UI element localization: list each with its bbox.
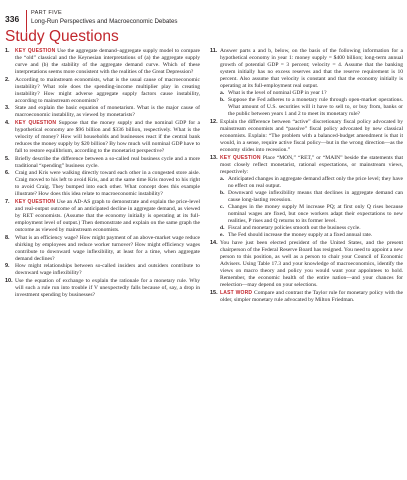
part-title: Long-Run Perspectives and Macroeconomic Debates bbox=[31, 18, 178, 25]
study-question bbox=[5, 278, 200, 299]
study-question-12 bbox=[210, 119, 403, 154]
question-number: 4. bbox=[5, 119, 10, 126]
question-text: Briefly describe the difference between a so-called real business cycle and a more traditional “spending” business cycle. bbox=[15, 155, 200, 169]
study-question-11 bbox=[210, 48, 403, 118]
study-question bbox=[5, 263, 200, 277]
question-number: 13. bbox=[210, 154, 218, 161]
question-text: Use the equation of exchange to explain the rationale for a monetary rule. Why will such a rule run into trouble if V unexpectedly falls because of, say, a drop in investment spending by businesses? bbox=[15, 278, 200, 299]
study-question-13 bbox=[210, 155, 403, 240]
question-text: According to mainstream economists, what is the usual cause of macroeconomic instability? What role does the spending-income multiplier play in creating instability? How might adverse aggregate supply factors cause instability, according to mainstream economists? bbox=[15, 76, 200, 104]
left-column bbox=[5, 48, 200, 300]
question-number: 9. bbox=[5, 263, 10, 270]
part-text: Suppose the Fed adheres to a monetary rule through open-market operations. What amount of U.S. securities will it have to sell to, or buy from, banks or the public between years 1 and 2 to meet its monetary rule? bbox=[228, 97, 403, 118]
part-label: d. bbox=[220, 225, 225, 232]
study-question bbox=[5, 156, 200, 170]
question-number: 2. bbox=[5, 76, 10, 83]
question-text: Place “MON,” “RET,” or “MAIN” beside the statements that most closely reflect monetarist, rational expectations, or mainstream views, respectively: bbox=[220, 154, 403, 175]
study-question bbox=[5, 170, 200, 198]
key-question-tag: KEY QUESTION bbox=[15, 48, 56, 54]
right-column bbox=[210, 48, 403, 304]
question-text: How might relationships between so-called insiders and outsiders contribute to downward wage inflexibility? bbox=[15, 263, 200, 277]
part-text: Downward wage inflexibility means that declines in aggregate demand can cause long-lasting recession. bbox=[228, 189, 403, 203]
key-question-tag: KEY QUESTION bbox=[220, 154, 263, 161]
question-number: 15. bbox=[210, 289, 218, 296]
question-number: 12. bbox=[210, 118, 218, 125]
study-question bbox=[5, 120, 200, 155]
part-label: b. bbox=[220, 189, 225, 196]
question-number: 6. bbox=[5, 170, 10, 177]
part-text: Fiscal and monetary policies smooth out the business cycle. bbox=[228, 225, 361, 232]
study-question-15 bbox=[210, 290, 403, 304]
part-text: What is the level of nominal GDP in year 1? bbox=[228, 90, 327, 97]
question-text: State and explain the basic equation of monetarism. What is the major cause of macroeconomic instability, as viewed by monetarists? bbox=[15, 105, 200, 119]
question-number: 11. bbox=[210, 48, 218, 54]
page-number: 336 bbox=[5, 14, 20, 24]
question-part bbox=[220, 97, 403, 118]
part-text: Anticipated changes in aggregate demand affect only the price level; they have no effect on real output. bbox=[228, 175, 404, 189]
part-label: b. bbox=[220, 97, 225, 104]
question-text: What is an efficiency wage? How might payment of an above-market wage reduce shirking by employees and reduce worker turnover? How might efficiency wages contribute to downward wage inflexibility, at least for a time, when aggregate demand declines? bbox=[15, 234, 200, 262]
study-question bbox=[5, 77, 200, 105]
part-label: a. bbox=[220, 90, 225, 97]
question-text: Use an AD-AS graph to demonstrate and explain the price-level and real-output outcome of an anticipated decline in aggregate demand, as viewed by RET economists. (Assume that the economy initially is operating at its full-employment level of output.) Then demonstrate and explain on the same graph the outcome as viewed by mainstream economists. bbox=[15, 198, 201, 234]
part-label: c. bbox=[220, 204, 224, 211]
part-text: Changes in the money supply M increase PQ; at first only Q rises because nominal wages are fixed, but once workers adapt their expectations to new realities, P rises and Q returns to its former level. bbox=[228, 204, 403, 225]
question-number: 8. bbox=[5, 234, 10, 241]
question-part bbox=[220, 204, 403, 225]
key-question-tag: KEY QUESTION bbox=[15, 198, 56, 205]
part-text: The Fed should increase the money supply at a fixed annual rate. bbox=[228, 232, 373, 239]
key-question-tag: KEY QUESTION bbox=[15, 119, 57, 126]
question-number: 14. bbox=[210, 239, 218, 246]
study-question bbox=[5, 235, 200, 263]
question-part bbox=[220, 232, 403, 239]
question-text: Explain the difference between “active” discretionary fiscal policy advocated by mainstream economists and “passive” fiscal policy advocated by new classical economists. Explain: “The problem with a balanced-budget amendment is that it would, in a sense, require active fiscal policy—but in the wrong direction—as the economy slides into recession.” bbox=[220, 118, 403, 154]
study-question-14 bbox=[210, 240, 403, 289]
question-number: 10. bbox=[5, 278, 13, 284]
part-label: e. bbox=[220, 232, 224, 239]
question-number: 5. bbox=[5, 155, 10, 162]
part-label: PART FIVE bbox=[31, 10, 62, 16]
question-number: 1. bbox=[5, 48, 10, 54]
study-question bbox=[5, 48, 200, 76]
question-part bbox=[220, 176, 403, 190]
question-part bbox=[220, 90, 403, 97]
study-question bbox=[5, 199, 200, 234]
study-question bbox=[5, 105, 200, 119]
section-title: Study Questions bbox=[5, 28, 119, 45]
part-label: a. bbox=[220, 175, 225, 182]
question-text: Suppose that the money supply and the nominal GDP for a hypothetical economy are $96 billion and $336 billion, respectively. What is the velocity of money? How will households and businesses react if the central bank reduces the money supply by $20 billion? By how much will nominal GDP have to fall to restore equilibrium, according to the monetarist perspective? bbox=[15, 119, 201, 155]
question-number: 7. bbox=[5, 198, 10, 205]
question-text: Compare and contrast the Taylor rule for monetary policy with the older, simpler monetary rule advocated by Milton Friedman. bbox=[220, 289, 403, 303]
question-number: 3. bbox=[5, 105, 10, 112]
question-text: Craig and Kris were walking directly toward each other in a congested store aisle. Craig moved to his left to avoid Kris, and at the same time Kris moved to his right to avoid Craig. They bumped into each other. What concept does this example illustrate? How does this idea relate to macroeconomic instability? bbox=[15, 170, 200, 198]
last-word-tag: LAST WORD bbox=[220, 289, 254, 296]
question-text: Use the aggregate demand–aggregate supply model to compare the “old” classical and the Keynesian interpretations of (a) the aggregate supply curve and (b) the stability of the aggregate demand curve. Which of these interpretations seems more consistent with the realities of the Great Depression? bbox=[15, 48, 201, 76]
question-text: You have just been elected president of the United States, and the present chairperson of the Federal Reserve Board has resigned. You need to appoint a new person to this position, as well as a person to chair your Council of Economic Advisers. Using Table 17.3 and your knowledge of macroeconomics, identify the views on macro theory and policy you would want your appointees to hold. Remember, the economic health of the entire nation—and your chances for reelection—may depend on your selections. bbox=[220, 239, 403, 289]
question-text: Answer parts a and b, below, on the basis of the following information for a hypothetical economy in year 1: money supply = $400 billion; long-term annual growth of potential GDP = 3 percent; velocity = 4. Assume that the banking system initially has no excess reserves and that the reserve requirement is 10 percent. Also assume that velocity is constant and that the economy initially is operating at its full-employment real output. bbox=[220, 48, 403, 90]
question-part bbox=[220, 190, 403, 204]
